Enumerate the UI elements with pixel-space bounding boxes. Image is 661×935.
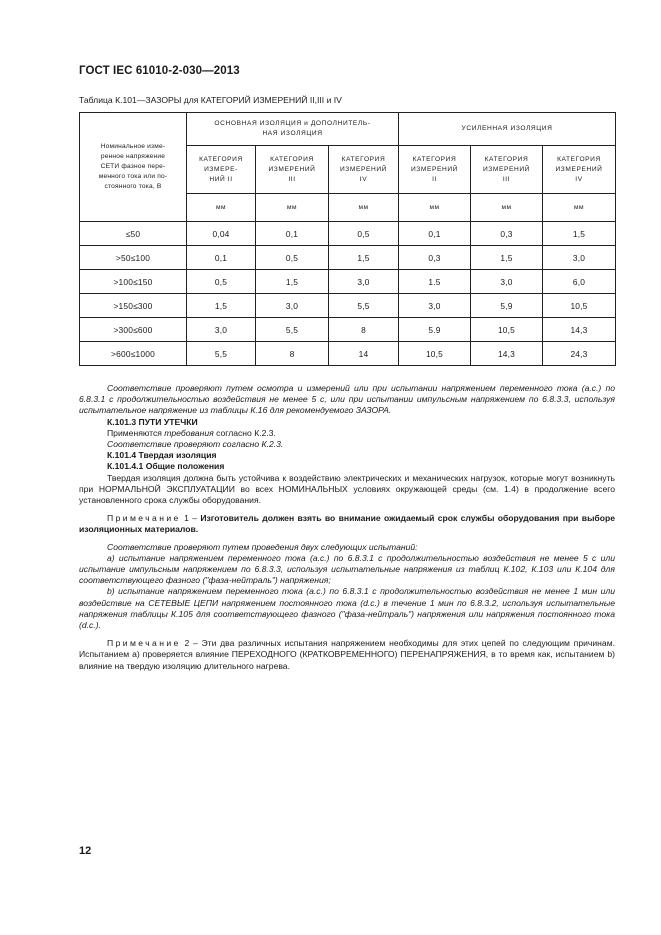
category-line: ИЗМЕРЕНИЙ — [410, 165, 459, 173]
note-text: Изготовитель должен взять во внимание ожидаемый срок службы оборудования при выборе изоляционных материалов. — [79, 513, 615, 535]
value-cell: 5,5 — [256, 318, 329, 342]
value-cell: 1,5 — [471, 246, 543, 270]
text-span-italic: требования — [164, 427, 214, 438]
value-cell: 14 — [329, 342, 399, 366]
header-nominal-line: ренное напряжение — [100, 153, 166, 160]
heading-k10141: К.101.4.1 Общие положения — [107, 461, 225, 472]
category-line: ИЗМЕРЕ- — [204, 165, 238, 173]
unit-cell: мм — [187, 194, 256, 222]
value-cell: 0,5 — [329, 222, 399, 246]
header-category — [543, 146, 616, 194]
header-nominal-line: стоянного тока, В — [104, 183, 162, 190]
value-cell: 3,0 — [543, 246, 616, 270]
category-line: ИЗМЕРЕНИЙ — [482, 165, 531, 173]
note-label: Примечание — [107, 638, 181, 649]
unit-cell: мм — [256, 194, 329, 222]
header-basic-line: НАЯ ИЗОЛЯЦИЯ — [262, 130, 323, 137]
header-reinforced-insulation: УСИЛЕННАЯ ИЗОЛЯЦИЯ — [399, 113, 616, 146]
value-cell: 0,1 — [256, 222, 329, 246]
value-cell: 3,0 — [399, 294, 471, 318]
header-category — [256, 146, 329, 194]
note-1 — [79, 513, 615, 535]
value-cell: 5,9 — [471, 294, 543, 318]
value-cell: 0,3 — [471, 222, 543, 246]
text-span: Применяются — [107, 427, 165, 438]
table-row — [80, 270, 616, 294]
creepage-paragraph — [79, 428, 615, 439]
compliance-creepage-paragraph: Соответствие проверяют согласно К.2.3. — [107, 439, 284, 450]
category-line: II — [432, 175, 437, 183]
voltage-cell: >300≤600 — [80, 318, 187, 342]
category-line: КАТЕГОРИЯ — [557, 155, 601, 163]
voltage-cell: >50≤100 — [80, 246, 187, 270]
value-cell: 0,5 — [256, 246, 329, 270]
category-line: НИЙ II — [209, 175, 233, 183]
header-basic-line: ОСНОВНАЯ ИЗОЛЯЦИЯ и ДОПОЛНИТЕЛЬ- — [214, 120, 371, 127]
test-b-paragraph: b) испытание напряжением переменного тока (а.с.) по 6.8.3.1 с продолжительностью воздействия не менее 1 мин или воздействие на СЕТЕВЫЕ ЦЕПИ напряжением постоянного тока (d.c.) в течение 1 мин по 6.8.3.2, используя испытательные напряжения таблицы К.105 для соответствующего фазного ("фаза-нейтраль") напряжения или напряжения постоянного тока (d.c.). — [79, 586, 615, 631]
value-cell: 0,3 — [399, 246, 471, 270]
value-cell: 5.9 — [399, 318, 471, 342]
header-nominal-voltage — [80, 113, 187, 222]
table-row — [80, 318, 616, 342]
table-row — [80, 246, 616, 270]
heading-k1013: К.101.3 ПУТИ УТЕЧКИ — [107, 416, 198, 427]
value-cell: 0,04 — [187, 222, 256, 246]
test-a-paragraph: а) испытание напряжением переменного тока (а.с.) по 6.8.3.1 с продолжительностью воздействия не менее 5 с или испытание импульсным напряжением по 6.8.3.3, используя испытательные напряжения из таблиц К.102, К.103 или К.104 для соответствующего фазного ("фаза-нейтраль") напряжения; — [79, 552, 615, 586]
category-line: ИЗМЕРЕНИЙ — [339, 165, 388, 173]
category-line: КАТЕГОРИЯ — [412, 155, 457, 163]
body-text — [79, 383, 615, 672]
category-line: ИЗМЕРЕНИЙ — [268, 165, 316, 173]
value-cell: 3,0 — [471, 270, 543, 294]
value-cell: 0,1 — [399, 222, 471, 246]
category-line: IV — [575, 175, 583, 183]
compliance-tests-paragraph: Соответствие проверяют путем проведения двух следующих испытаний: — [107, 541, 418, 552]
value-cell: 24,3 — [543, 342, 616, 366]
value-cell: 1.5 — [399, 270, 471, 294]
header-category — [187, 146, 256, 194]
value-cell: 8 — [256, 342, 329, 366]
header-nominal-line: СЕТИ фазное пере- — [100, 163, 166, 170]
category-line: III — [288, 175, 296, 183]
value-cell: 14,3 — [543, 318, 616, 342]
solid-insulation-paragraph: Твердая изоляция должна быть устойчива к воздействию электрических и механических нагрузок, которые могут возникнуть при НОРМАЛЬНОЙ ЭКСПЛУАТАЦИИ во всех НОМИНАЛЬНЫХ условиях окружающей среды (см. 1.4) в продолжение всего установленного срока службы оборудования. — [79, 472, 615, 506]
header-nominal-line: Номинальное изме- — [100, 143, 166, 150]
header-category — [471, 146, 543, 194]
category-line: IV — [359, 175, 368, 183]
header-nominal-line: менного тока или по- — [98, 173, 168, 180]
voltage-cell: ≤50 — [80, 222, 187, 246]
voltage-cell: >150≤300 — [80, 294, 187, 318]
voltage-cell: >600≤1000 — [80, 342, 187, 366]
category-line: ИЗМЕРЕНИЙ — [555, 165, 603, 173]
note-text: 2 – Эти два различных испытания напряжением необходимы для этих цепей по следующим причинам. Испытанием а) проверяется влияние ПЕРЕХОДНОГО (КРАТКОВРЕМЕННОГО) ПЕРЕНАПРЯЖЕНИЯ, в то время как, испытанием b) влияние на твердую изоляцию длительного нагрева. — [79, 638, 615, 671]
category-line: КАТЕГОРИЯ — [484, 155, 529, 163]
table-row — [80, 294, 616, 318]
value-cell: 1,5 — [187, 294, 256, 318]
unit-cell: мм — [399, 194, 471, 222]
table-row — [80, 222, 616, 246]
category-line: III — [502, 175, 511, 183]
note-2 — [79, 638, 615, 672]
value-cell: 1,5 — [543, 222, 616, 246]
category-line: КАТЕГОРИЯ — [199, 155, 243, 163]
document-title: ГОСТ IEC 61010-2-030—2013 — [79, 65, 240, 77]
value-cell: 0,5 — [187, 270, 256, 294]
header-category — [399, 146, 471, 194]
value-cell: 3,0 — [329, 270, 399, 294]
category-line: КАТЕГОРИЯ — [270, 155, 314, 163]
value-cell: 0,1 — [187, 246, 256, 270]
voltage-cell: >100≤150 — [80, 270, 187, 294]
value-cell: 10,5 — [471, 318, 543, 342]
unit-cell: мм — [471, 194, 543, 222]
value-cell: 1,5 — [329, 246, 399, 270]
unit-cell: мм — [543, 194, 616, 222]
header-basic-insulation — [187, 113, 399, 146]
compliance-clearances-paragraph: Соответствие проверяют путем осмотра и измерений или при испытании напряжением переменного тока (а.с.) по 6.8.3.1 с продолжительностью воздействия не менее 5 с, или при испытании импульсным напряжением по 6.8.3.3, используя испытательное напряжение из таблицы К.16 для рекомендуемого ЗАЗОРА. — [79, 383, 615, 416]
clearances-table — [79, 112, 616, 366]
value-cell: 1,5 — [256, 270, 329, 294]
heading-k1014: К.101.4 Твердая изоляция — [107, 450, 217, 461]
value-cell: 5,5 — [187, 342, 256, 366]
value-cell: 6,0 — [543, 270, 616, 294]
unit-cell: мм — [329, 194, 399, 222]
text-span: согласно К.2.3. — [213, 427, 276, 438]
value-cell: 3,0 — [256, 294, 329, 318]
note-number: 1 – — [180, 513, 201, 524]
table-caption: Таблица К.101—ЗАЗОРЫ для КАТЕГОРИЙ ИЗМЕРЕНИЙ II,III и IV — [79, 95, 342, 105]
category-line: КАТЕГОРИЯ — [341, 155, 386, 163]
header-category — [329, 146, 399, 194]
value-cell: 10,5 — [399, 342, 471, 366]
value-cell: 8 — [329, 318, 399, 342]
value-cell: 14,3 — [471, 342, 543, 366]
page-number: 12 — [79, 845, 92, 857]
table-row — [80, 342, 616, 366]
value-cell: 5,5 — [329, 294, 399, 318]
value-cell: 10,5 — [543, 294, 616, 318]
note-label: Примечание — [107, 513, 181, 524]
value-cell: 3,0 — [187, 318, 256, 342]
